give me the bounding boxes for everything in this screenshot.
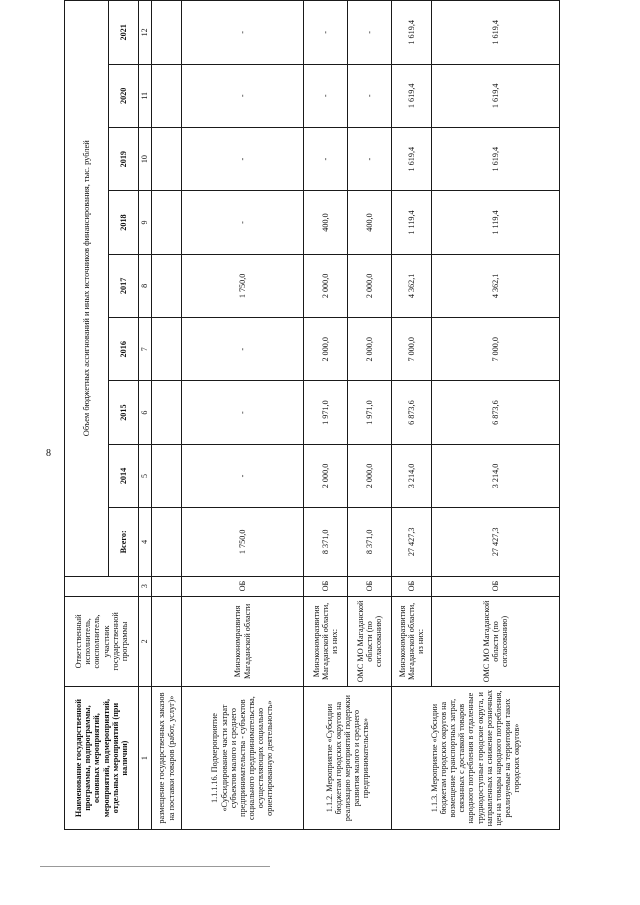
row-source: ОБ bbox=[182, 576, 304, 596]
index-cell: 11 bbox=[139, 64, 152, 127]
row-source: ОБ bbox=[432, 576, 560, 596]
row-value bbox=[152, 191, 182, 254]
row-value bbox=[152, 444, 182, 507]
row-value: 7 000,0 bbox=[392, 318, 432, 381]
index-cell: 8 bbox=[139, 254, 152, 317]
table-row bbox=[304, 1, 348, 830]
row-value: - bbox=[182, 444, 304, 507]
row-value: 3 214,0 bbox=[392, 444, 432, 507]
header-source bbox=[65, 576, 139, 596]
index-cell: 10 bbox=[139, 127, 152, 190]
row-value: 2 000,0 bbox=[304, 318, 348, 381]
header-financing-volume: Объем бюджетных ассигнований и иных источников финансирования, тыс. рублей bbox=[65, 1, 109, 577]
row-value: 6 873,6 bbox=[432, 381, 560, 444]
header-name: Наименование государственной программы, подпрограммы, основных мероприятий, мероприятий, подмероприятий, отдельных мероприятий (при наличии) bbox=[65, 687, 139, 830]
row-value: - bbox=[182, 318, 304, 381]
table-row bbox=[182, 1, 304, 830]
row-value bbox=[152, 127, 182, 190]
row-value: - bbox=[348, 127, 392, 190]
row-name: 1.1.2. Мероприятие «Субсидии бюджетам городских округов на реализацию мероприятий подержки развития малого и среднего предпринимательства» bbox=[304, 687, 392, 830]
row-value: 1 619,4 bbox=[392, 1, 432, 65]
row-responsible bbox=[152, 596, 182, 687]
row-value: 400,0 bbox=[348, 191, 392, 254]
header-year: 2021 bbox=[109, 1, 139, 65]
index-cell: 1 bbox=[139, 687, 152, 830]
row-responsible: ОМС МО Магаданской области (по согласованию) bbox=[432, 596, 560, 687]
row-value: - bbox=[182, 1, 304, 65]
row-total: 27 427,3 bbox=[432, 508, 560, 576]
table-row bbox=[392, 1, 432, 830]
row-value: - bbox=[348, 1, 392, 65]
row-value bbox=[152, 1, 182, 65]
table-row bbox=[152, 1, 182, 830]
header-total: Всего: bbox=[109, 508, 139, 576]
header-year: 2020 bbox=[109, 64, 139, 127]
rotated-page-content bbox=[64, 0, 554, 830]
row-total bbox=[152, 508, 182, 576]
index-cell: 12 bbox=[139, 1, 152, 65]
row-value: 1 619,4 bbox=[432, 1, 560, 65]
index-cell: 3 bbox=[139, 576, 152, 596]
row-value: - bbox=[348, 64, 392, 127]
header-year: 2015 bbox=[109, 381, 139, 444]
row-responsible: Минэкономразвития Магаданской области, из них: bbox=[304, 596, 348, 687]
row-value: 6 873,6 bbox=[392, 381, 432, 444]
row-total: 8 371,0 bbox=[304, 508, 348, 576]
index-cell: 2 bbox=[139, 596, 152, 687]
row-value: 2 000,0 bbox=[304, 254, 348, 317]
row-value: - bbox=[182, 381, 304, 444]
row-value bbox=[152, 318, 182, 381]
row-value: 1 119,4 bbox=[432, 191, 560, 254]
header-year: 2014 bbox=[109, 444, 139, 507]
row-name: размещение государственных заказов на поставки товаров (работ, услуг)» bbox=[152, 687, 182, 830]
index-cell: 9 bbox=[139, 191, 152, 254]
row-value: 4 362,1 bbox=[392, 254, 432, 317]
row-value: 1 971,0 bbox=[348, 381, 392, 444]
row-source bbox=[152, 576, 182, 596]
footer-rule bbox=[40, 866, 270, 867]
index-cell: 4 bbox=[139, 508, 152, 576]
row-value: 1 619,4 bbox=[392, 64, 432, 127]
row-value: 1 619,4 bbox=[432, 64, 560, 127]
row-value: 1 971,0 bbox=[304, 381, 348, 444]
row-responsible: Минэкономразвития Магаданской области bbox=[182, 596, 304, 687]
row-source: ОБ bbox=[392, 576, 432, 596]
row-value: - bbox=[182, 64, 304, 127]
row-value: - bbox=[304, 64, 348, 127]
index-cell: 5 bbox=[139, 444, 152, 507]
row-name: 1.1.1.16. Подмероприятие «Субсидирование части затрат субъектов малого и среднего предпринимательства - субъектов социального предпринимательства, осуществляющих социально ориентированную деятельность» bbox=[182, 687, 304, 830]
row-value: - bbox=[304, 127, 348, 190]
header-year: 2018 bbox=[109, 191, 139, 254]
index-cell: 7 bbox=[139, 318, 152, 381]
row-responsible: ОМС МО Магаданской области (по согласованию) bbox=[348, 596, 392, 687]
row-responsible: Минэкономразвития Магаданской области, из них: bbox=[392, 596, 432, 687]
row-value: 3 214,0 bbox=[432, 444, 560, 507]
row-source: ОБ bbox=[304, 576, 348, 596]
row-value: 1 119,4 bbox=[392, 191, 432, 254]
row-value: - bbox=[304, 1, 348, 65]
row-value: 400,0 bbox=[304, 191, 348, 254]
row-value bbox=[152, 254, 182, 317]
page-number: 8 bbox=[46, 448, 51, 459]
row-value: - bbox=[182, 127, 304, 190]
row-total: 27 427,3 bbox=[392, 508, 432, 576]
row-value: 7 000,0 bbox=[432, 318, 560, 381]
row-source: ОБ bbox=[348, 576, 392, 596]
row-value bbox=[152, 64, 182, 127]
row-value: 1 619,4 bbox=[392, 127, 432, 190]
row-value: 2 000,0 bbox=[348, 444, 392, 507]
row-value: 1 750,0 bbox=[182, 254, 304, 317]
header-year: 2016 bbox=[109, 318, 139, 381]
row-value: 4 362,1 bbox=[432, 254, 560, 317]
row-name: 1.1.3. Мероприятие «Субсидии бюджетам городских округов на возмещение транспортных затрат, связанных с доставкой товаров народного потребления в отдаленные труднодоступные городские округа, и направленных на снижение розничных цен на товары народного потребления, реализуемые на территории таких городских округов» bbox=[392, 687, 560, 830]
index-cell: 6 bbox=[139, 381, 152, 444]
column-index-row bbox=[139, 1, 152, 830]
row-value: - bbox=[182, 191, 304, 254]
header-responsible: Ответственный исполнитель, соисполнитель, участник государственной программы bbox=[65, 596, 139, 687]
financing-table bbox=[64, 0, 560, 830]
row-value: 2 000,0 bbox=[348, 318, 392, 381]
header-year: 2017 bbox=[109, 254, 139, 317]
row-total: 1 750,0 bbox=[182, 508, 304, 576]
row-total: 8 371,0 bbox=[348, 508, 392, 576]
header-year: 2019 bbox=[109, 127, 139, 190]
row-value: 2 000,0 bbox=[348, 254, 392, 317]
row-value bbox=[152, 381, 182, 444]
row-value: 1 619,4 bbox=[432, 127, 560, 190]
row-value: 2 000,0 bbox=[304, 444, 348, 507]
